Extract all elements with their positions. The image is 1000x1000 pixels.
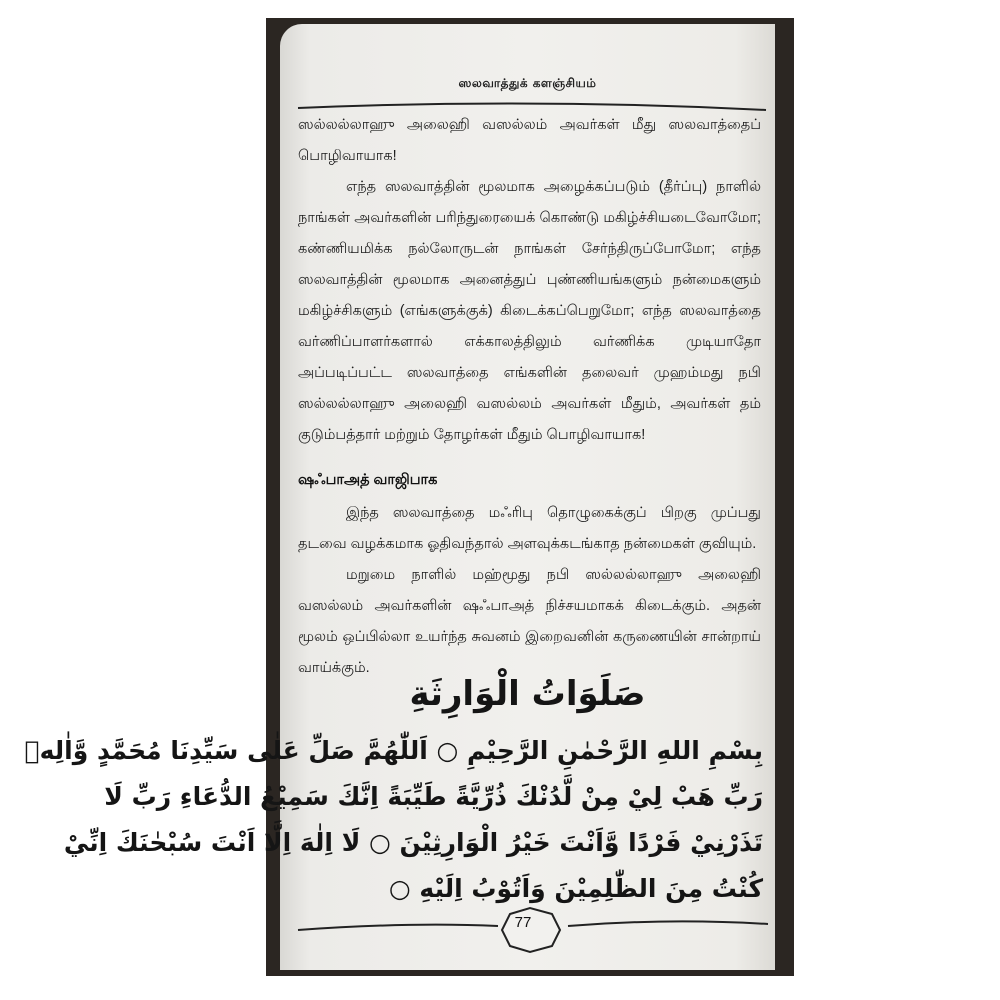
section-heading: ஷஃபாஅத் வாஜிபாக <box>298 472 438 488</box>
book-page <box>24 24 775 970</box>
text-block-top <box>298 110 761 451</box>
paragraph-salawat-description: எந்த ஸலவாத்தின் மூலமாக அழைக்கப்படும் (தீர்ப்பு) நாளில் நாங்கள் அவர்களின் பரிந்துரையைக் கொண்டு மகிழ்ச்சியடைவோமோ; கண்ணியமிக்க நல்லோருடன் நாங்கள் சேர்ந்திருப்போமோ; எந்த ஸலவாத்தின் மூலமாக அனைத்துப் புண்ணியங்களும் நன்மைகளும் மகிழ்ச்சிகளும் (எங்களுக்குக்) கிடைக்கப்பெறுமோ; எந்த ஸலவாத்தை வர்ணிப்பாளர்களால் எக்காலத்திலும் வர்ணிக்க முடியாதோ அப்படிப்பட்ட ஸலவாத்தை எங்களின் தலைவர் முஹம்மது நபி ஸல்லல்லாஹு அலைஹி வஸல்லம் அவர்கள் மீதும், அவர்கள் தம் குடும்பத்தார் மற்றும் தோழர்கள் மீதும் பொழிவாயாக! <box>298 179 761 443</box>
paragraph-virtue-two: மறுமை நாளில் மஹ்மூது நபி ஸல்லல்லாஹு அலைஹி வஸல்லம் அவர்களின் ஷஃபாஅத் நிச்சயமாகக் கிடைக்கும். அதன் மூலம் ஒப்பில்லா உயர்ந்த சுவனம் இறைவனின் கருணையின் சான்றாய் வாய்க்கும். <box>298 567 761 676</box>
arabic-line-4: كُنْتُ مِنَ الظّٰلِمِيْنَ وَاَتُوْبُ اِلَيْهِ ○ <box>388 874 763 903</box>
page-number: 77 <box>514 914 532 931</box>
book-photo <box>24 18 794 976</box>
arabic-line-2: رَبِّ هَبْ لِيْ مِنْ لَّدُنْكَ ذُرِّيَّةً طَيِّبَةً اِنَّكَ سَمِيْعُ الدُّعَاءِ رَبِّ لَا <box>104 782 763 811</box>
arabic-line-1: بِسْمِ اللهِ الرَّحْمٰنِ الرَّحِيْمِ ○ اَللّٰهُمَّ صَلِّ عَلٰى سَيِّدِنَا مُحَمَّدٍ وَّاٰلِهٖ <box>24 736 763 765</box>
arabic-title: صَلَوَاتُ الْوَارِثَةِ <box>409 674 646 714</box>
running-header: ஸலவாத்துக் களஞ்சியம் <box>458 76 597 90</box>
text-block-bottom <box>298 498 761 684</box>
header-rule <box>298 90 766 112</box>
arabic-line-3: تَذَرْنِيْ فَرْدًا وَّاَنْتَ خَيْرُ الْوَارِثِيْنَ ○ لَا اِلٰهَ اِلَّا اَنْتَ سُبْحٰنَكَ اِنِّيْ <box>63 828 763 857</box>
paragraph-virtue-one: இந்த ஸலவாத்தை மஃரிபு தொழுகைக்குப் பிறகு முப்பது தடவை வழக்கமாக ஓதிவந்தால் அளவுக்கடங்காத நன்மைகள் குவியும். <box>298 505 761 552</box>
paragraph-continuation: ஸல்லல்லாஹு அலைஹி வஸல்லம் அவர்கள் மீது ஸலவாத்தைப் பொழிவாயாக! <box>298 117 761 164</box>
